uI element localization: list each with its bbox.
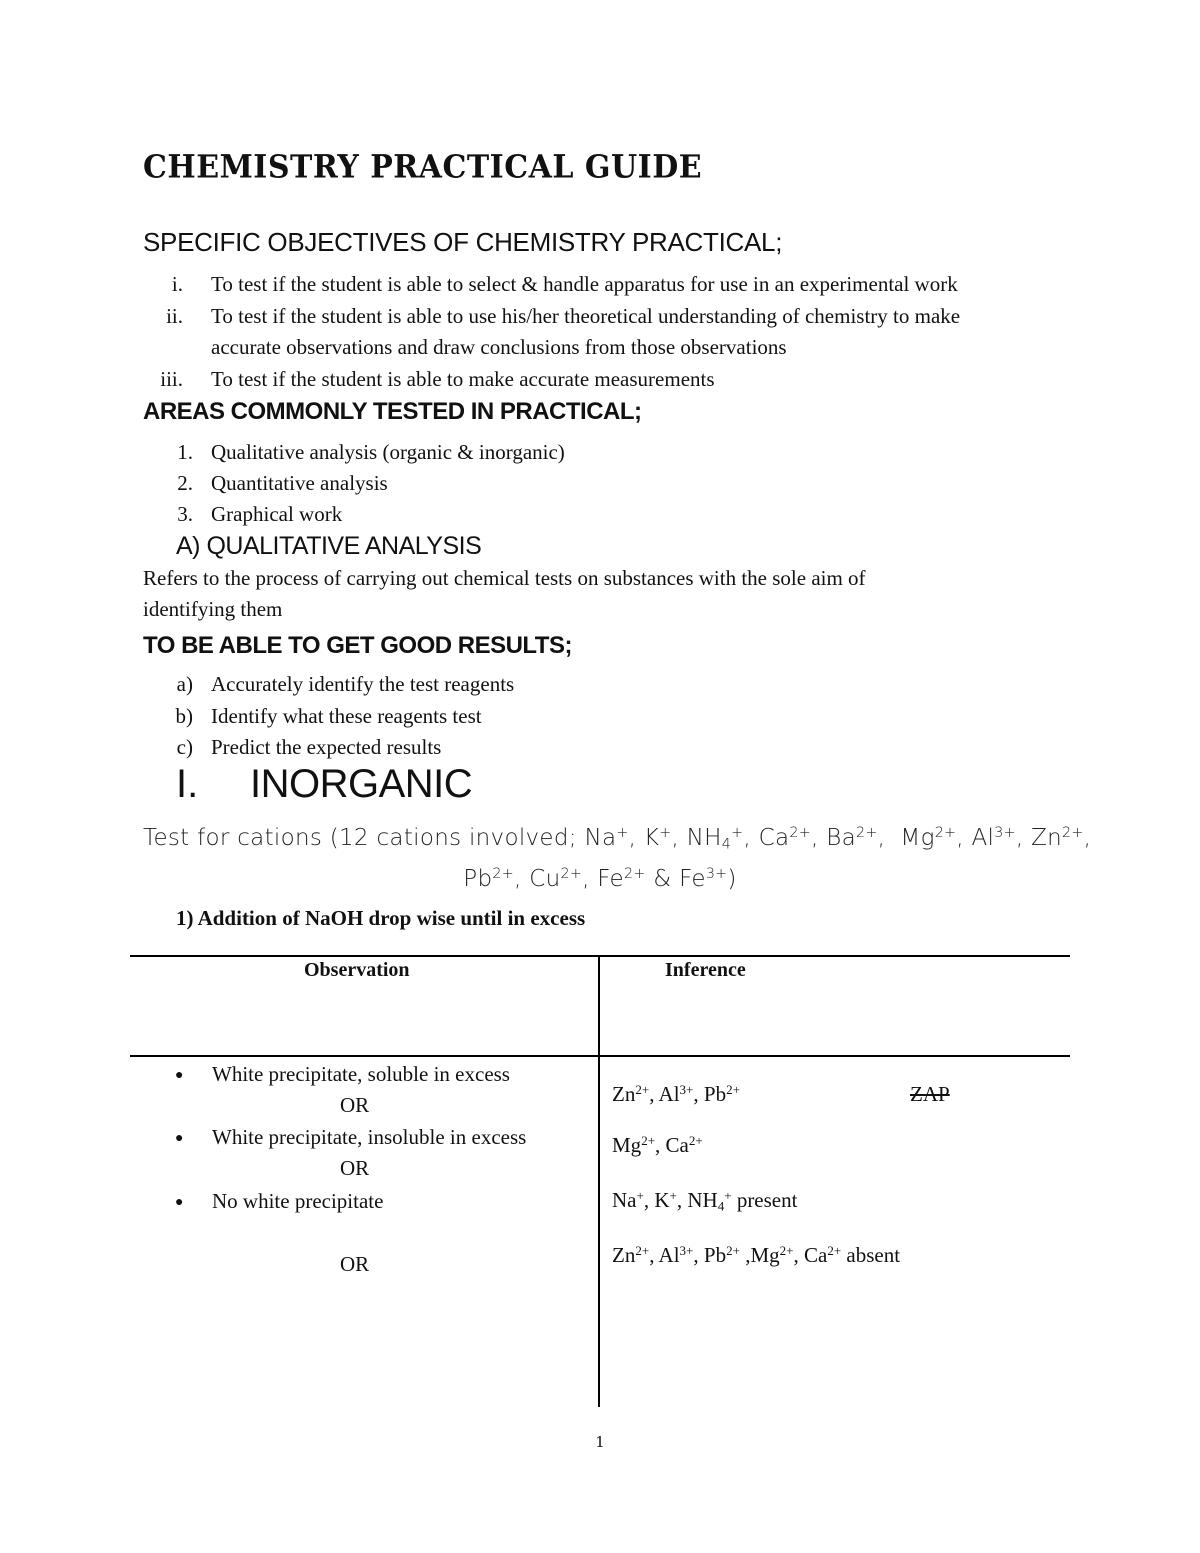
list-marker: i. xyxy=(171,272,183,296)
list-item-text: Accurately identify the test reagents xyxy=(211,672,515,696)
bullet-icon: ● xyxy=(175,1131,184,1146)
results-heading: TO BE ABLE TO GET GOOD RESULTS; xyxy=(143,632,572,659)
cations-intro-text: Test for cations (12 cations involved; xyxy=(143,825,585,851)
list-marker: ii. xyxy=(166,304,183,328)
areas-heading: AREAS COMMONLY TESTED IN PRACTICAL; xyxy=(143,398,642,425)
inference-text: Na+, K+, $NH_4^+$ present xyxy=(612,1187,798,1214)
list-marker: c) xyxy=(176,735,193,759)
list-item-text: Qualitative analysis (organic & inorganic) xyxy=(211,440,565,464)
list-item-text: Graphical work xyxy=(211,502,343,526)
or-label: OR xyxy=(340,1252,370,1276)
list-item-text: Identify what these reagents test xyxy=(211,704,482,728)
list-item-text: To test if the student is able to make accurate measurements xyxy=(211,367,715,391)
observation-text: White precipitate, soluble in excess xyxy=(212,1062,510,1086)
qualitative-heading: A) QUALITATIVE ANALYSIS xyxy=(176,532,482,560)
bullet-icon: ● xyxy=(175,1068,184,1083)
list-marker: a) xyxy=(176,672,193,696)
document-title: CHEMISTRY PRACTICAL GUIDE xyxy=(143,149,703,186)
section-number: I. xyxy=(176,762,199,806)
cations-intro-continued: $Pb^{2+}$, $Cu^{2+}$, $Fe^{2+}$ & $Fe^{3+}$) xyxy=(463,866,737,892)
observation-text: No white precipitate xyxy=(212,1189,384,1213)
inference-text: $Mg^{2+}$, $Ca^{2+}$ xyxy=(612,1132,703,1157)
inference-text: $Zn^{2+}$, $Al^{3+}$, $Pb^{2+}$ xyxy=(612,1081,740,1106)
inference-column-header: Inference xyxy=(665,959,746,981)
list-item-text: Predict the expected results xyxy=(211,735,442,759)
inorganic-heading: INORGANIC xyxy=(250,762,473,806)
list-item-text: To test if the student is able to select & handle apparatus for use in an experimental work xyxy=(211,272,958,296)
page-number: 1 xyxy=(595,1433,605,1451)
bullet-icon: ● xyxy=(175,1195,184,1210)
list-item-text: To test if the student is able to use his/her theoretical understanding of chemistry to make xyxy=(211,304,961,328)
present-word: present xyxy=(731,1188,798,1212)
list-marker: 3. xyxy=(177,502,193,526)
inference-text: $Zn^{2+}$, $Al^{3+}$, $Pb^{2+}$ $,Mg^{2+}$, $Ca^{2+}$ absent xyxy=(612,1242,901,1267)
list-marker: iii. xyxy=(160,367,183,391)
list-marker: b) xyxy=(175,704,193,728)
or-label: OR xyxy=(340,1093,370,1117)
absent-word: absent xyxy=(841,1243,901,1267)
observation-column-header: Observation xyxy=(304,959,410,981)
table-top-rule xyxy=(130,955,1070,957)
table-column-divider xyxy=(598,955,600,1407)
list-marker: 2. xyxy=(177,471,193,495)
list-marker: 1. xyxy=(177,440,193,464)
or-label: OR xyxy=(340,1156,370,1180)
definition-text: Refers to the process of carrying out chemical tests on substances with the sole aim of xyxy=(143,566,866,590)
zap-label: ZAP xyxy=(910,1082,950,1106)
list-item-text: Quantitative analysis xyxy=(211,471,388,495)
list-item-text: accurate observations and draw conclusions from those observations xyxy=(211,335,787,359)
observation-text: White precipitate, insoluble in excess xyxy=(212,1125,527,1149)
test-step-heading: 1) Addition of NaOH drop wise until in excess xyxy=(176,906,586,930)
definition-text: identifying them xyxy=(143,597,283,621)
table-header-rule xyxy=(130,1055,1070,1057)
cations-intro: Test for cations (12 cations involved; Na+, K+, $NH_4^+$, $Ca^{2+}$, $Ba^{2+}$, $Mg^{2+}$, $Al^{3+}$, $Zn^{2+}$, xyxy=(143,825,1092,853)
objectives-heading: SPECIFIC OBJECTIVES OF CHEMISTRY PRACTICAL; xyxy=(143,227,783,257)
